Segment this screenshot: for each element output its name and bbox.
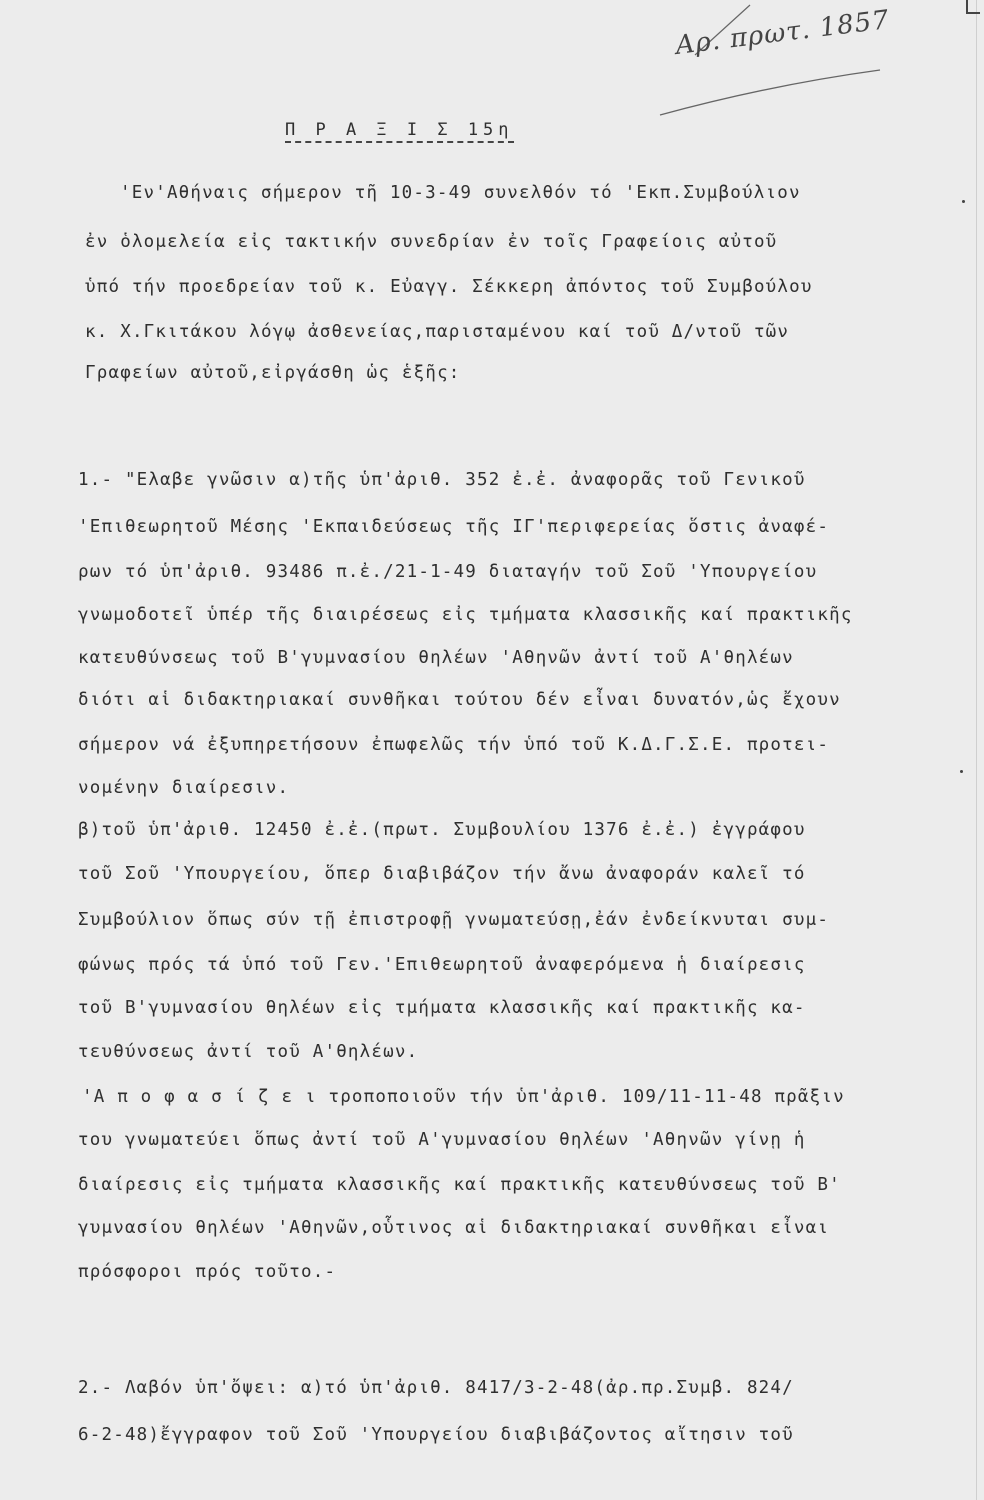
item1-line-2: 'Επιθεωρητοῦ Μέσης 'Εκπαιδεύσεως τῆς ΙΓ'περιφερείας ὅστις ἀναφέ- [78, 517, 830, 537]
item1-line-4: γνωμοδοτεῖ ὑπέρ τῆς διαιρέσεως εἰς τμήματα κλασσικῆς καί πρακτικῆς [78, 605, 853, 625]
item1-line-10: τοῦ Σοῦ 'Υπουργείου, ὅπερ διαβιβάζον τήν ἄνω ἀναφοράν καλεῖ τό [78, 864, 806, 884]
item2-line-1: 2.- Λαβόν ὑπ'ὄψει: α)τό ὑπ'ἀριθ. 8417/3-2-48(ἀρ.πρ.Συμβ. 824/ [78, 1378, 794, 1398]
item1-line-7: σήμερον νά ἐξυπηρετήσουν ἐπωφελῶς τήν ὑπό τοῦ Κ.Δ.Γ.Σ.Ε. προτει- [78, 735, 830, 755]
item1-line-9: β)τοῦ ὑπ'ἀριθ. 12450 ἐ.ἐ.(πρωτ. Συμβουλίου 1376 ἐ.ἐ.) ἐγγράφου [78, 820, 806, 840]
item1-decision-line-5: πρόσφοροι πρός τοῦτο.- [78, 1262, 337, 1282]
item1-line-12: φώνως πρός τά ὑπό τοῦ Γεν.'Επιθεωρητοῦ ἀναφερόμενα ἡ διαίρεσις [78, 955, 806, 975]
corner-mark [966, 0, 980, 14]
item1-line-1: 1.- "Ελαβε γνῶσιν α)τῆς ὑπ'ἀριθ. 352 ἐ.ἐ. ἀναφορᾶς τοῦ Γενικοῦ [78, 470, 806, 490]
item1-line-6: διότι αἱ διδακτηριακαί συνθῆκαι τούτου δέν εἶναι δυνατόν,ὡς ἔχουν [78, 690, 841, 710]
intro-line-5: Γραφείων αὐτοῦ,εἰργάσθη ὡς ἑξῆς: [85, 363, 461, 383]
item1-line-5: κατευθύνσεως τοῦ Β'γυμνασίου θηλέων 'Αθηνῶν ἀντί τοῦ Α'θηλέων [78, 648, 794, 668]
item1-decision-line-1: 'Α π ο φ α σ ί ζ ε ι τροποποιοῦν τήν ὑπ'ἀριθ. 109/11-11-48 πρᾶξιν [82, 1087, 845, 1107]
margin-speck [960, 770, 963, 773]
item1-line-13: τοῦ Β'γυμνασίου θηλέων εἰς τμήματα κλασσικῆς καί πρακτικῆς κα- [78, 998, 806, 1018]
handwritten-protocol-number: Αρ. πρωτ. 1857 [673, 4, 892, 62]
intro-line-2: ἐν ὁλομελεία εἰς τακτικήν συνεδρίαν ἐν τοῖς Γραφείοις αὐτοῦ [85, 232, 778, 252]
item1-decision-line-4: γυμνασίου θηλέων 'Αθηνῶν,οὗτινος αἱ διδακτηριακαί συνθῆκαι εἶναι [78, 1218, 830, 1238]
intro-line-1: 'Εν'Αθήναις σήμερον τῆ 10-3-49 συνελθόν τό 'Εκπ.Συμβούλιον [120, 183, 801, 203]
document-title: Π Ρ Α Ξ Ι Σ 15η [285, 120, 514, 143]
item1-line-3: ρων τό ὑπ'ἀριθ. 93486 π.ἐ./21-1-49 διαταγήν τοῦ Σοῦ 'Υπουργείου [78, 562, 818, 582]
item1-line-8: νομένην διαίρεσιν. [78, 778, 290, 798]
item1-decision-line-2: του γνωματεύει ὅπως ἀντί τοῦ Α'γυμνασίου θηλέων 'Αθηνῶν γίνῃ ἡ [78, 1130, 806, 1150]
margin-speck [962, 200, 965, 203]
page-edge-line [976, 0, 977, 1500]
intro-line-3: ὑπό τήν προεδρείαν τοῦ κ. Εὐαγγ. Σέκκερη ἀπόντος τοῦ Συμβούλου [85, 277, 813, 297]
item1-line-14: τευθύνσεως ἀντί τοῦ Α'θηλέων. [78, 1042, 419, 1062]
item2-line-2: 6-2-48)ἔγγραφον τοῦ Σοῦ 'Υπουργείου διαβιβάζοντος αἴτησιν τοῦ [78, 1425, 794, 1445]
item1-decision-line-3: διαίρεσις εἰς τμήματα κλασσικῆς καί πρακτικῆς κατευθύνσεως τοῦ Β' [78, 1175, 841, 1195]
intro-line-4: κ. Χ.Γκιτάκου λόγῳ ἀσθενείας,παρισταμένου καί τοῦ Δ/ντοῦ τῶν [85, 322, 790, 342]
item1-line-11: Συμβούλιον ὅπως σύν τῇ ἐπιστροφῇ γνωματεύσῃ,ἐάν ἐνδείκνυται συμ- [78, 910, 830, 930]
